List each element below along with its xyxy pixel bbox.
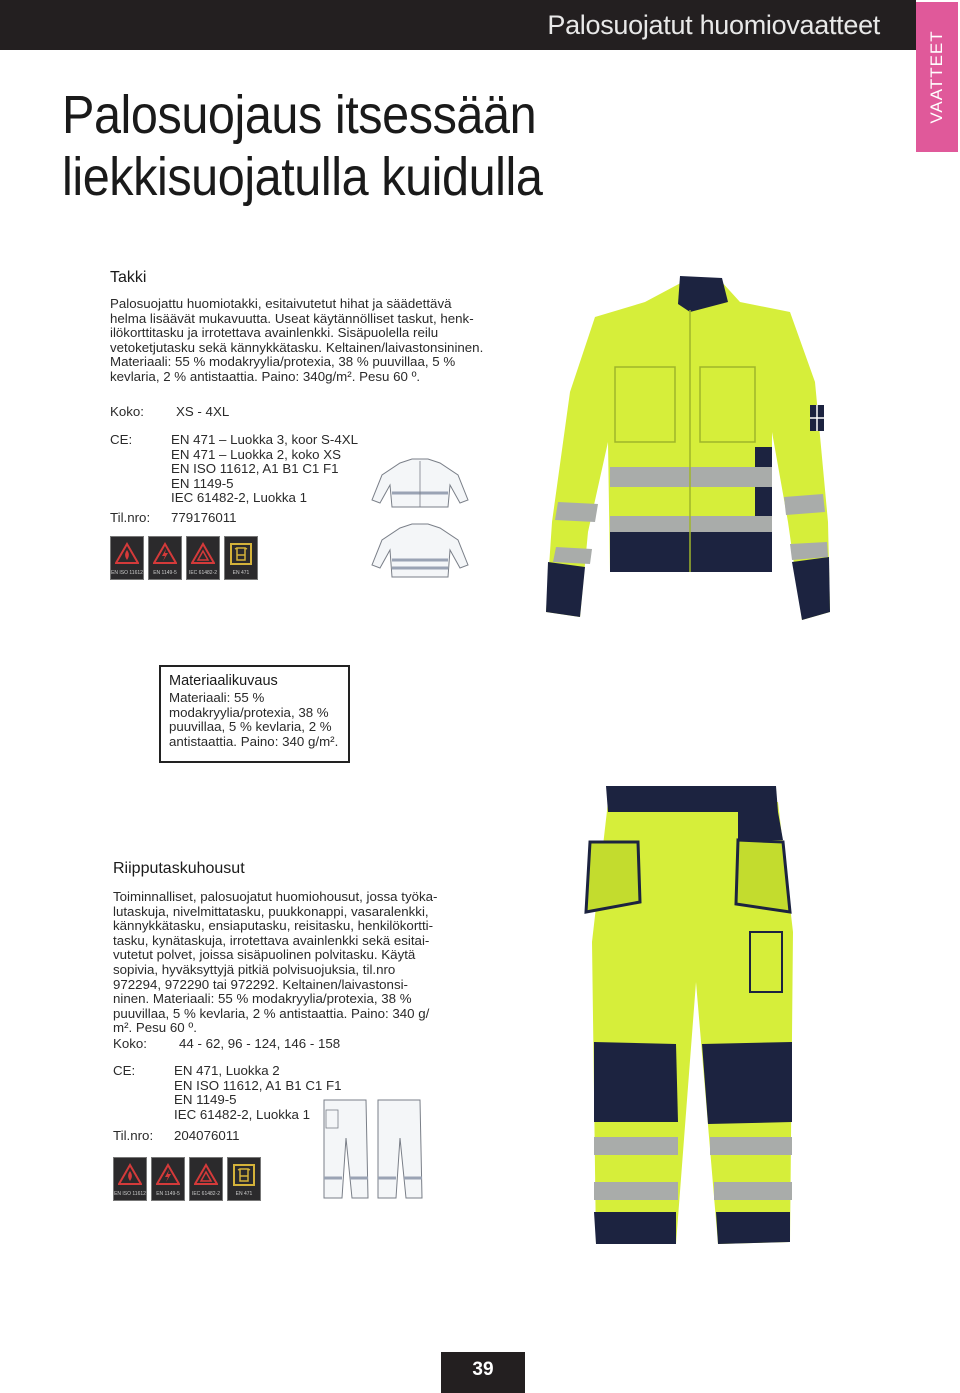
trousers-drawings [320,1098,426,1204]
antistatic-icon-caption: EN 1149-5 [153,570,177,576]
trousers-description-line: puuvillaa, 5 % kevlaria, 2 % antistaattia. Paino: 340 g/ [113,1005,430,1021]
hi-vis-jacket-icon [227,1157,261,1201]
jacket-description-line: Palosuojattu huomiotakki, esitaivutetut hihat ja säädettävä [110,296,452,311]
trousers-description-line: vutetut polvet, joissa sisäpuolinen polvitasku. Käytä [113,947,416,963]
antistatic-icon-caption: EN 1149-5 [156,1191,180,1197]
header-title: Palosuojatut huomiovaatteet [547,10,880,40]
trousers-description-line: Toiminnalliset, palosuojatut huomiohousut, jossa työka- [113,889,438,904]
page-number: 39 [441,1352,525,1393]
jacket-ce-standard: EN ISO 11612, A1 B1 C1 F1 [171,461,339,477]
trousers-description-line: tasku, kynätaskuja, irrotettava avainlenkki sekä esitai- [113,932,430,948]
trousers-description [113,890,473,1036]
jacket-ce-standard: EN 1149-5 [171,475,234,491]
page-title [62,84,542,208]
antistatic-icon [151,1157,185,1201]
flame-icon [113,1157,147,1201]
material-box-line: puuvillaa, 5 % kevlaria, 2 % [169,719,332,735]
jacket-size-label: Koko: [110,404,145,419]
trousers-order-label: Til.nro: [113,1128,154,1143]
section-tab [916,2,958,152]
jacket-ce-standard: EN 471 – Luokka 2, koko XS [171,446,342,462]
trousers-description-line: 972294, 972290 tai 972292. Keltainen/laivastonsi- [113,976,408,992]
material-box-line: Materiaali: 55 % [169,690,265,705]
trousers-title: Riipputaskuhousut [113,860,245,877]
trousers-description-line: ninen. Materiaali: 55 % modakryylia/protexia, 38 % [113,991,412,1007]
flame-icon [110,536,144,580]
arc-flash-icon [186,536,220,580]
arc-flash-icon [189,1157,223,1201]
trousers-description-line: lutaskuja, nivelmittatasku, puukkonappi, vasaralenkki, [113,903,429,919]
jacket-description-line: ilökorttitasku ja irrotettava avainlenkki. Sisäpuolella reilu [110,325,439,341]
material-box-title: Materiaalikuvaus [169,673,278,689]
section-tab-label: VAATTEET [927,30,946,124]
page-title-line-1: Palosuojaus itsessään [62,85,537,145]
jacket-ce-standard: EN 471 – Luokka 3, koor S-4XL [171,432,359,447]
jacket-ce-standard: IEC 61482-2, Luokka 1 [171,490,308,506]
jacket-title: Takki [110,269,147,286]
trousers-description-line: sopivia, hyväksyttyjä pitkiä polvisuojuksia, til.nro [113,961,396,977]
jacket-description-line: vetoketjutasku sekä kännykkätasku. Keltainen/laivastonsininen. [110,339,484,355]
trousers-product-photo [578,782,810,1252]
jacket-description [110,297,510,385]
trousers-size-value: 44 - 62, 96 - 124, 146 - 158 [179,1036,341,1051]
page-title-line-2: liekkisuojatulla kuidulla [62,147,543,207]
flame-icon-caption: EN ISO 11612 [114,1191,146,1197]
jacket-order-number: 779176011 [171,510,237,525]
jacket-order-label: Til.nro: [110,510,151,525]
trousers-ce-standard: EN 471, Luokka 2 [174,1063,280,1078]
trousers-order-number: 204076011 [174,1128,240,1143]
trousers-ce-label: CE: [113,1063,136,1078]
trousers-description-line: m². Pesu 60 º. [113,1020,197,1036]
arc-flash-icon-caption: IEC 61482-2 [191,1191,221,1197]
trousers-size-label: Koko: [113,1036,148,1051]
trousers-ce-values [174,1064,342,1122]
material-description-box [159,665,350,763]
jacket-front-drawing [370,455,470,585]
trousers-description-line: kännykkätasku, ensiaputasku, reisitasku, henkilökortti- [113,918,434,934]
hi-vis-jacket-icon-caption: EN 471 [235,1191,253,1197]
trousers-certification-icons [113,1157,261,1201]
arc-flash-icon-caption: IEC 61482-2 [188,570,218,576]
jacket-description-line: Materiaali: 55 % modakryylia/protexia, 38 % puuvillaa, 5 % [110,354,456,370]
jacket-ce-values [171,433,358,506]
antistatic-icon [148,536,182,580]
trousers-ce-standard: EN 1149-5 [174,1092,237,1108]
jacket-description-line: helma lisäävät mukavuutta. Useat käytännölliset taskut, henk- [110,310,474,326]
material-box-line: modakryylia/protexia, 38 % [169,704,329,720]
hi-vis-jacket-icon [224,536,258,580]
hi-vis-jacket-icon-caption: EN 471 [232,570,250,576]
jacket-ce-label: CE: [110,432,133,447]
material-box-text [169,691,340,749]
jacket-certification-icons [110,536,258,580]
trousers-ce-standard: IEC 61482-2, Luokka 1 [174,1106,311,1122]
header-bar [0,0,916,50]
jacket-size-value: XS - 4XL [176,404,230,419]
flame-icon-caption: EN ISO 11612 [111,570,143,576]
trousers-ce-standard: EN ISO 11612, A1 B1 C1 F1 [174,1077,342,1093]
jacket-product-photo [540,272,830,632]
material-box-line: antistaattia. Paino: 340 g/m². [169,733,339,749]
jacket-description-line: kevlaria, 2 % antistaattia. Paino: 340g/m². Pesu 60 º. [110,368,421,384]
